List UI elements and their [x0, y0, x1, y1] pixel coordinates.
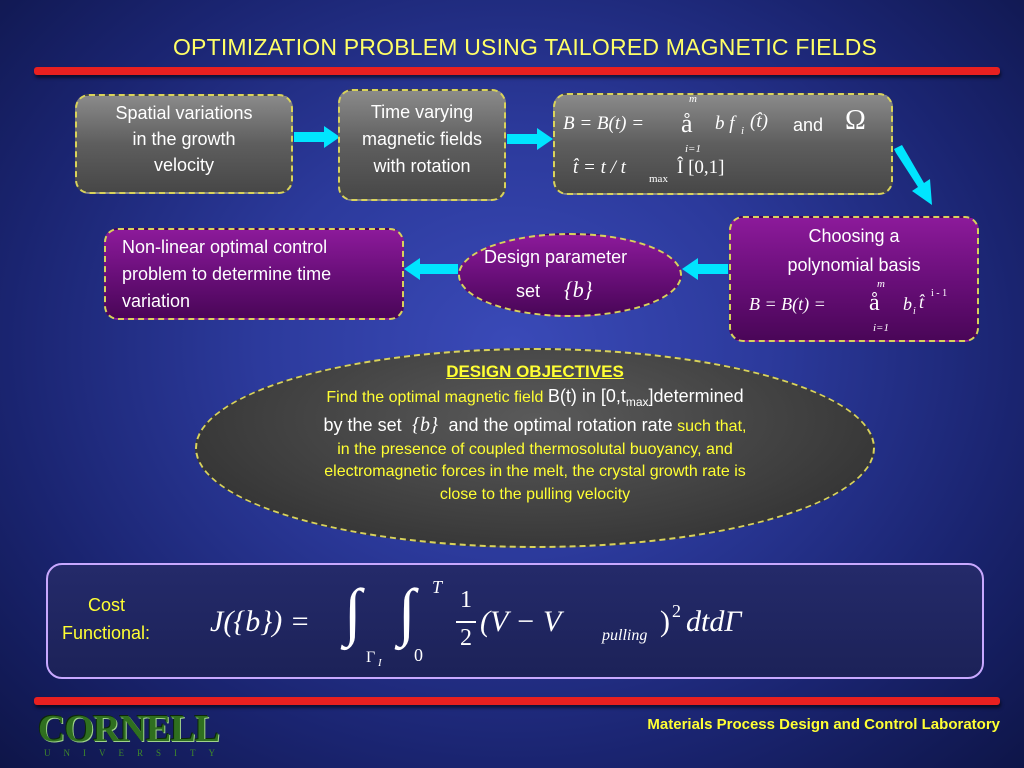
and-label: and [793, 115, 824, 135]
eq1-sum-bottom: i=1 [685, 143, 701, 155]
int1-subsub: I [378, 657, 382, 669]
box2-line3: with rotation [373, 156, 471, 176]
cost-tail: dtdΓ [686, 605, 742, 638]
arrow-left-icon [402, 256, 460, 282]
box4-sum-symbol: å [869, 290, 880, 316]
obj-p10: close to the pulling velocity [439, 485, 631, 503]
polynomial-basis-box [729, 216, 979, 342]
obj-p2-sub: max [625, 394, 649, 409]
cost-label-2: Functional: [62, 623, 151, 643]
nonlinear-control-box [104, 228, 404, 320]
eq1-sum-symbol: å [681, 109, 693, 138]
cost-label-1: Cost [88, 595, 126, 615]
design-parameter-ellipse [458, 233, 682, 317]
box4-eq-sup: i - 1 [931, 288, 948, 299]
box2-line2: magnetic fields [361, 129, 483, 149]
box4-eq-rhs: b [903, 294, 912, 314]
eq2-sub: max [649, 173, 668, 185]
obj-p9: electromagnetic forces in the melt, the crystal growth rate is [324, 463, 746, 481]
int1-sub: Γ [366, 649, 376, 666]
design-param-line1: Design parameter [484, 247, 628, 267]
box1-line2: in the growth [132, 129, 236, 150]
cost-body-sub: pulling [602, 627, 648, 644]
arrow-down-right-icon [890, 143, 940, 209]
box4-eq-lhs: B = B(t) = [749, 294, 826, 314]
box1-line3: velocity [153, 155, 215, 176]
obj-p8: in the presence of coupled thermosolutal buoyancy, and [337, 440, 733, 458]
obj-p3: ]determined [648, 385, 744, 406]
box4-line2: polynomial basis [787, 254, 921, 275]
obj-p4: by the set [323, 414, 402, 435]
obj-p6: and the optimal rotation rate [448, 414, 673, 435]
eq2-lhs: t̂ = t / t [573, 157, 626, 178]
box5-line3: variation [122, 291, 191, 311]
box2-line1: Time varying [370, 102, 474, 122]
top-divider [34, 67, 1000, 75]
int2-top: T [432, 577, 443, 597]
box5-line1: Non-linear optimal control [122, 237, 328, 257]
footer-lab-name: Materials Process Design and Control Laboratory [647, 716, 1000, 733]
arrow-right-icon [292, 124, 342, 150]
box4-sum-top: m [877, 278, 885, 290]
omega-symbol: Ω [845, 105, 866, 136]
int2-bottom: 0 [414, 645, 423, 665]
basis-equation-box [553, 93, 893, 195]
cornell-logo: CORNELL [38, 708, 219, 750]
spatial-variations-box [75, 94, 293, 194]
eq1-lhs: B = B(t) = [563, 113, 645, 134]
time-varying-box [338, 89, 506, 201]
cost-body: (V − V [480, 605, 562, 638]
eq1-rhs: b f [715, 113, 735, 134]
eq1-sub: i [741, 125, 745, 137]
eq1-sum-top: m [689, 93, 697, 105]
cost-functional-box: Cost Functional: J({b}) = ∫ Γ I ∫ T 0 1 2 (V − V pulling ) 2 dtdΓ [46, 563, 984, 679]
design-param-set: {b} [564, 277, 593, 302]
arrow-right-icon [505, 126, 555, 152]
obj-p2: B(t) in [0,t [547, 385, 626, 406]
box4-line1: Choosing a [808, 226, 900, 246]
cost-body-end: ) [660, 605, 670, 638]
cornell-logo-sub: UNIVERSITY [44, 748, 228, 758]
design-param-line2: set [516, 281, 541, 301]
cost-power: 2 [672, 601, 681, 621]
bottom-divider [34, 697, 1000, 705]
obj-p7: such that, [677, 417, 747, 435]
arrow-left-icon [680, 256, 730, 282]
objectives-heading: DESIGN OBJECTIVES [446, 362, 624, 381]
design-objectives-ellipse [195, 348, 875, 548]
eq2-rest: Î [0,1] [677, 157, 725, 178]
obj-p5: {b} [412, 413, 439, 436]
obj-p1: Find the optimal magnetic field [326, 388, 544, 406]
box5-line2: problem to determine time [122, 264, 332, 284]
cost-J: J({b}) = [210, 605, 311, 638]
box4-sum-bottom: i=1 [873, 322, 889, 334]
eq1-arg: (t̂) [750, 111, 768, 132]
slide-title: OPTIMIZATION PROBLEM USING TAILORED MAGNETIC FIELDS [172, 34, 878, 60]
box4-eq-hat: t̂ [919, 292, 925, 312]
box1-line1: Spatial variations [115, 103, 253, 123]
box4-eq-sub: i [913, 306, 916, 317]
frac-den: 2 [460, 625, 472, 651]
frac-num: 1 [460, 587, 472, 613]
